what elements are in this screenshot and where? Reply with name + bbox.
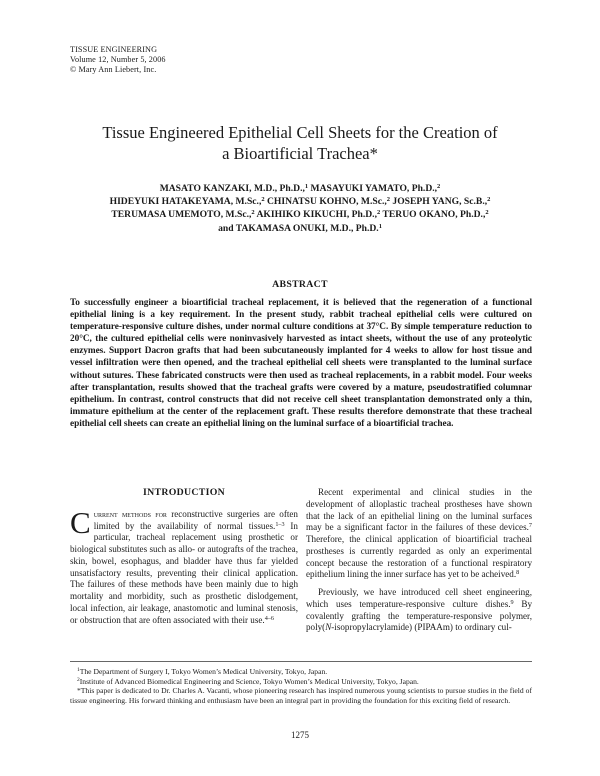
citation-ref: 8 xyxy=(516,569,520,577)
author-name: CHINATSU KOHNO, M.Sc., xyxy=(267,196,387,208)
footnote-text: The Department of Surgery I, Tokyo Women’s Medical University, Tokyo, Japan. xyxy=(79,667,328,676)
title-line-1: Tissue Engineered Epithelial Cell Sheets for the Creation of xyxy=(102,123,498,142)
journal-name: TISSUE ENGINEERING xyxy=(70,45,158,54)
affiliation-marker: 2 xyxy=(261,196,265,204)
author-line-2 xyxy=(55,195,545,208)
author-name: MASATO KANZAKI, M.D., Ph.D., xyxy=(159,183,305,194)
affiliation-marker: 2 xyxy=(487,196,491,204)
journal-header xyxy=(70,45,166,75)
affiliation-marker: 2 xyxy=(437,183,441,190)
author-line-1 xyxy=(55,182,545,195)
author-name: AKIHIKO KIKUCHI, Ph.D., xyxy=(256,209,377,221)
title-line-2: a Bioartificial Trachea* xyxy=(222,144,378,163)
footnote-affiliation-1 xyxy=(70,667,532,677)
author-name: and TAKAMASA ONUKI, M.D., Ph.D. xyxy=(218,222,379,234)
author-list xyxy=(55,182,545,235)
page-number: 1275 xyxy=(291,730,309,740)
paragraph-text: Therefore, the clinical application of bioartificial tracheal prostheses is currently regarded as only an experimental concept because the restoration of a functional respiratory epithelium lining the inner surface has yet to be acheived. xyxy=(306,534,532,580)
author-line-3 xyxy=(55,208,545,221)
paragraph-text: In particular, tracheal replacement using prosthetic or biological substitutes such as allo- or autografts of the trachea, skin, bowel, esophagus, and bladder have thus far yielded unsatisfactory results, preventing their clinical application. The failures of these methods have been mainly due to high mortality and morbidity, such as prosthetic dislodgement, local infection, air leakage, anastomotic and luminal stenosis, or obstruction that are often associated with their use. xyxy=(70,520,298,625)
author-line-4 xyxy=(55,222,545,235)
intro-paragraph-2 xyxy=(306,487,532,581)
drop-cap: C xyxy=(70,504,91,540)
affiliation-marker: 2 xyxy=(251,209,255,217)
abstract-text: To successfully engineer a bioartificial tracheal replacement, it is believed that the regeneration of a functional epithelial lining is a key requirement. In the present study, rabbit tracheal epithelial cells were cultured on temperature-responsive culture dishes, under normal culture conditions at 37°C. By simple temperature reduction to 20°C, the cultured epithelial cells were noninvasively harvested as intact sheets, without the use of any proteolytic enzymes. Support Dacron grafts that had been subcutaneously implanted for 4 weeks to allow for host tissue and vessel infiltration were then opened, and the tracheal epithelial cell sheets were transplanted to the luminal surface without sutures. These fabricated constructs were then used as tracheal replacements, in a rabbit model. Four weeks after transplantation, results showed that the tracheal grafts were covered by a mature, pseudostratified columnar epithelium. In contrast, control constructs that did not receive cell sheet transplantation demonstrated only a thin, immature epithelium at the center of the replacement graft. These results therefore demonstrate that these tracheal epithelial cell sheets can create an epithelial lining on the luminal surface of a bioartificial trachea. xyxy=(70,298,532,429)
citation-ref: 9 xyxy=(510,598,514,606)
citation-ref: 4–6 xyxy=(264,614,274,622)
abstract-heading: ABSTRACT xyxy=(272,279,328,290)
author-name: JOSEPH YANG, Sc.B., xyxy=(392,196,488,208)
footnote-dedication: *This paper is dedicated to Dr. Charles A. Vacanti, whose pioneering research has inspired numerous young scientists to pursue studies in the field of tissue engineering. His forward thinking and enthusiasm have been an integral part in providing the foundation for this exciting field of research. xyxy=(70,686,532,706)
paper-title xyxy=(60,122,540,164)
paragraph-text: reconstructive surgeries are often limited by the availability of normal tissues. xyxy=(93,508,298,531)
author-name: TERUMASA UMEMOTO, M.Sc., xyxy=(111,209,252,221)
smallcaps-lead: urrent methods for xyxy=(93,508,167,519)
affiliation-marker: 2 xyxy=(386,196,390,204)
affiliation-marker: 2 xyxy=(376,209,381,217)
author-name: MASAYUKI YAMATO, Ph.D., xyxy=(310,183,438,194)
intro-paragraph-3 xyxy=(306,587,532,634)
paragraph-text: By covalently grafting the temperature-responsive polymer, poly( xyxy=(306,598,532,633)
affiliation-marker: 2 xyxy=(485,209,489,217)
paragraph-text: Recent experimental and clinical studies in the development of alloplastic tracheal prostheses have shown that the lack of an epithelial lining on the luminal surfaces may be a significant factor in the failures of these devices. xyxy=(306,487,532,533)
citation-ref: 1–3 xyxy=(275,520,285,528)
paragraph-text: -isopropylacrylamide) (PIPAAm) to ordinary cul- xyxy=(331,622,512,633)
left-column xyxy=(70,487,298,626)
right-column xyxy=(306,487,532,634)
footnote-marker: 1 xyxy=(77,667,80,673)
intro-paragraph-1 xyxy=(70,504,298,627)
author-name: HIDEYUKI HATAKEYAMA, M.Sc., xyxy=(109,196,262,208)
paragraph-text: Previously, we have introduced cell sheet engineering, which uses temperature-responsive culture dishes. xyxy=(306,587,532,609)
footnote-text: Institute of Advanced Biomedical Engineering and Science, Tokyo Women’s Medical University, Tokyo, Japan. xyxy=(79,676,419,686)
journal-copyright: © Mary Ann Liebert, Inc. xyxy=(70,65,157,74)
introduction-heading: INTRODUCTION xyxy=(143,487,225,498)
footnotes xyxy=(70,667,532,706)
italic-text: N xyxy=(325,622,332,633)
affiliation-marker: 1 xyxy=(378,222,382,230)
citation-ref: 7 xyxy=(528,522,532,530)
footnote-marker: 2 xyxy=(77,676,80,683)
author-name: TERUO OKANO, Ph.D., xyxy=(382,209,486,221)
footnote-affiliation-2 xyxy=(70,677,532,687)
footnote-divider xyxy=(70,661,532,662)
journal-volume: Volume 12, Number 5, 2006 xyxy=(70,55,166,64)
affiliation-marker: 1 xyxy=(304,183,309,190)
